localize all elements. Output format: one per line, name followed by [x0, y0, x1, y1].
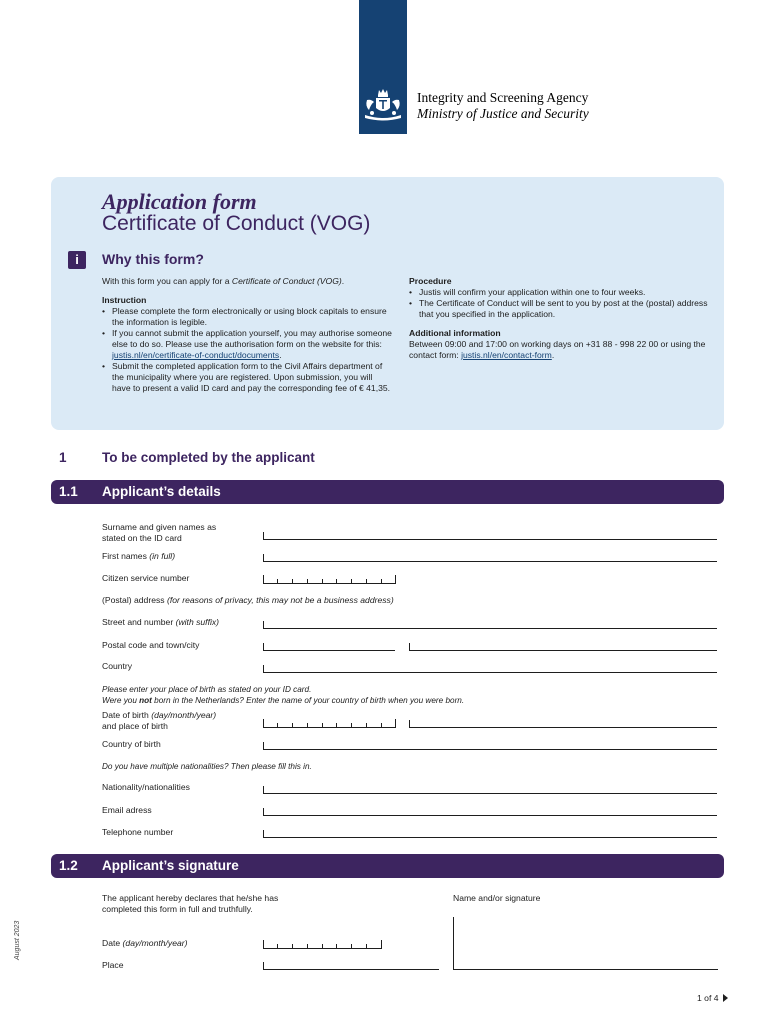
- street-label: Street and number (with suffix): [102, 617, 220, 627]
- citizen-service-number-label: Citizen service number: [102, 573, 190, 583]
- town-field[interactable]: [409, 643, 717, 651]
- first-names-field[interactable]: [263, 554, 717, 562]
- instruction-item: • Please complete the form electronically or using block capitals to ensure the information is legible.: [102, 306, 392, 328]
- instruction-item: • If you cannot submit the application yourself, you may authorise someone else to do so. Please use the authorisation form on the website for this: justis.nl/en/certificate-of-conduct/documents.: [102, 328, 392, 361]
- place-label: Place: [102, 960, 124, 970]
- instruction-item: • Submit the completed application form to the Civil Affairs department of the municipality where you are registered. Upon submission, you will have to present a valid ID card and pay the corresponding fee of € 41,35.: [102, 361, 392, 394]
- section-1-2-title: Applicant’s signature: [102, 858, 239, 873]
- form-version-date: August 2023: [14, 920, 21, 960]
- section-1-title: To be completed by the applicant: [102, 450, 315, 465]
- form-title: Application form: [102, 189, 257, 214]
- email-label: Email adress: [102, 805, 152, 815]
- postal-code-label: Postal code and town/city: [102, 640, 200, 650]
- multiple-nationalities-note: Do you have multiple nationalities? Then please fill this in.: [102, 762, 312, 771]
- postal-code-field[interactable]: [263, 643, 395, 651]
- postal-address-label: (Postal) address (for reasons of privacy, this may not be a business address): [102, 595, 394, 605]
- signature-date-label: Date (day/month/year): [102, 938, 188, 948]
- additional-info-text: Between 09:00 and 17:00 on working days on +31 88 - 998 22 00 or using the contact form: justis.nl/en/contact-form.: [409, 339, 706, 360]
- section-1-1-header: [51, 480, 724, 504]
- place-of-birth-field[interactable]: [409, 720, 717, 728]
- agency-line-1: Integrity and Screening Agency: [417, 90, 589, 105]
- country-of-birth-field[interactable]: [263, 742, 717, 750]
- date-of-birth-label: Date of birth (day/month/year) and place of birth: [102, 710, 217, 731]
- section-1-2-number: 1.2: [59, 858, 78, 873]
- surname-label: Surname and given names as stated on the ID card: [102, 522, 217, 543]
- procedure-item: • The Certificate of Conduct will be sent to you by post at the (postal) address that you specified in the application.: [409, 298, 709, 320]
- first-names-label: First names (in full): [102, 551, 176, 561]
- nationality-field[interactable]: [263, 786, 717, 794]
- name-signature-label: Name and/or signature: [453, 893, 541, 903]
- procedure-list: [409, 287, 709, 320]
- section-1-1-title: Applicant’s details: [102, 484, 221, 499]
- citizen-service-number-field[interactable]: [263, 575, 396, 584]
- info-icon: i: [68, 251, 86, 269]
- section-1-1-number: 1.1: [59, 484, 78, 499]
- instruction-list: [102, 306, 392, 394]
- contact-form-link[interactable]: justis.nl/en/contact-form: [461, 350, 552, 360]
- place-field[interactable]: [263, 962, 439, 970]
- nationality-label: Nationality/nationalities: [102, 782, 190, 792]
- street-field[interactable]: [263, 621, 717, 629]
- email-field[interactable]: [263, 808, 717, 816]
- country-field[interactable]: [263, 665, 717, 673]
- government-logo-bar: [359, 0, 407, 134]
- agency-name: [417, 90, 589, 122]
- signature-date-field[interactable]: [263, 940, 382, 949]
- country-of-birth-label: Country of birth: [102, 739, 161, 749]
- authorisation-documents-link[interactable]: justis.nl/en/certificate-of-conduct/documents: [112, 350, 280, 360]
- section-1-2-header: [51, 854, 724, 878]
- agency-line-2: Ministry of Justice and Security: [417, 106, 589, 121]
- country-label: Country: [102, 661, 133, 671]
- date-of-birth-field[interactable]: [263, 719, 396, 728]
- signature-field[interactable]: [453, 917, 718, 970]
- form-subtitle: Certificate of Conduct (VOG): [102, 212, 371, 235]
- intro-right-column: [409, 276, 709, 361]
- intro-left-column: [102, 276, 392, 394]
- section-1-number: 1: [59, 450, 67, 465]
- additional-info-heading: Additional information: [409, 328, 501, 338]
- intro-lead: With this form you can apply for a Certificate of Conduct (VOG).: [102, 276, 345, 286]
- page-indicator: 1 of 4: [697, 993, 728, 1003]
- birth-place-note: Please enter your place of birth as stated on your ID card. Were you not born in the Netherlands? Enter the name of your country of birth when you were born.: [102, 685, 465, 705]
- why-this-form-heading: Why this form?: [102, 251, 204, 267]
- next-page-arrow-icon[interactable]: [723, 994, 728, 1002]
- procedure-heading: Procedure: [409, 276, 452, 286]
- declaration-text: The applicant hereby declares that he/she has completed this form in full and truthfully.: [102, 893, 279, 914]
- instruction-heading: Instruction: [102, 295, 147, 305]
- procedure-item: • Justis will confirm your application within one to four weeks.: [409, 287, 709, 298]
- telephone-field[interactable]: [263, 830, 717, 838]
- surname-field[interactable]: [263, 532, 717, 540]
- telephone-label: Telephone number: [102, 827, 174, 837]
- royal-crest-icon: [363, 88, 403, 122]
